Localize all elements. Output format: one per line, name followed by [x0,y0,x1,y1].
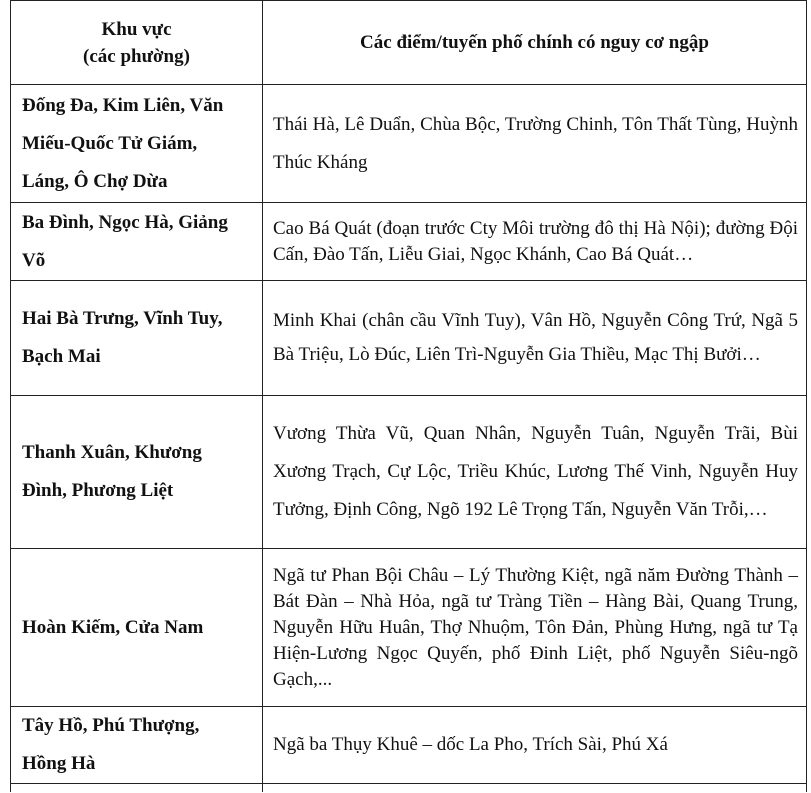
streets-cell: Minh Khai (chân cầu Vĩnh Tuy), Vân Hồ, Nguyễn Công Trứ, Ngã 5 Bà Triệu, Lò Đúc, Liên Trì-Nguyễn Gia Thiều, Mạc Thị Bưởi… [263,281,807,396]
streets-cell: Cao Bá Quát (đoạn trước Cty Môi trường đô thị Hà Nội); đường Đội Cấn, Đào Tấn, Liễu Giai, Ngọc Khánh, Cao Bá Quát… [263,203,807,281]
area-cell: Đống Đa, Kim Liên, Văn Miếu-Quốc Tử Giám, Láng, Ô Chợ Dừa [11,85,263,203]
streets-cell: Ngã tư Phan Bội Châu – Lý Thường Kiệt, ngã năm Đường Thành – Bát Đàn – Nhà Hỏa, ngã tư Tràng Tiền – Hàng Bài, Quang Trung, Nguyễn Hữu Huân, Thợ Nhuộm, Tôn Đản, Phùng Hưng, ngã tư Tạ Hiện-Lương Ngọc Quyến, phố Đinh Liệt, phố Nguyễn Siêu-ngõ Gạch,... [263,549,807,707]
table-row [11,549,807,707]
area-cell: Hai Bà Trưng, Vĩnh Tuy, Bạch Mai [11,281,263,396]
header-area-line1: Khu vực [101,18,172,40]
table-row [11,85,807,203]
streets-cell-cut-off [263,784,807,793]
table-row [11,707,807,784]
area-cell: Tây Hồ, Phú Thượng, Hồng Hà [11,707,263,784]
table-row [11,396,807,549]
table-row [11,281,807,396]
streets-cell: Vương Thừa Vũ, Quan Nhân, Nguyễn Tuân, Nguyễn Trãi, Bùi Xương Trạch, Cự Lộc, Triều Khúc, Lương Thế Vinh, Nguyễn Huy Tưởng, Định Công, Ngõ 192 Lê Trọng Tấn, Nguyễn Văn Trỗi,… [263,396,807,549]
streets-cell: Ngã ba Thụy Khuê – dốc La Pho, Trích Sài, Phú Xá [263,707,807,784]
header-area [11,1,263,85]
area-cell-cut-off [11,784,263,793]
table-row [11,203,807,281]
area-cell: Hoàn Kiếm, Cửa Nam [11,549,263,707]
area-cell: Ba Đình, Ngọc Hà, Giảng Võ [11,203,263,281]
flood-risk-table-container [10,0,806,792]
area-cell: Thanh Xuân, Khương Đình, Phương Liệt [11,396,263,549]
header-streets: Các điểm/tuyến phố chính có nguy cơ ngập [263,1,807,85]
streets-cell: Thái Hà, Lê Duẩn, Chùa Bộc, Trường Chinh, Tôn Thất Tùng, Huỳnh Thúc Kháng [263,85,807,203]
header-area-line2: (các phường) [83,45,190,67]
table-row-cut-off [11,784,807,793]
flood-risk-table [10,0,807,792]
header-row [11,1,807,85]
